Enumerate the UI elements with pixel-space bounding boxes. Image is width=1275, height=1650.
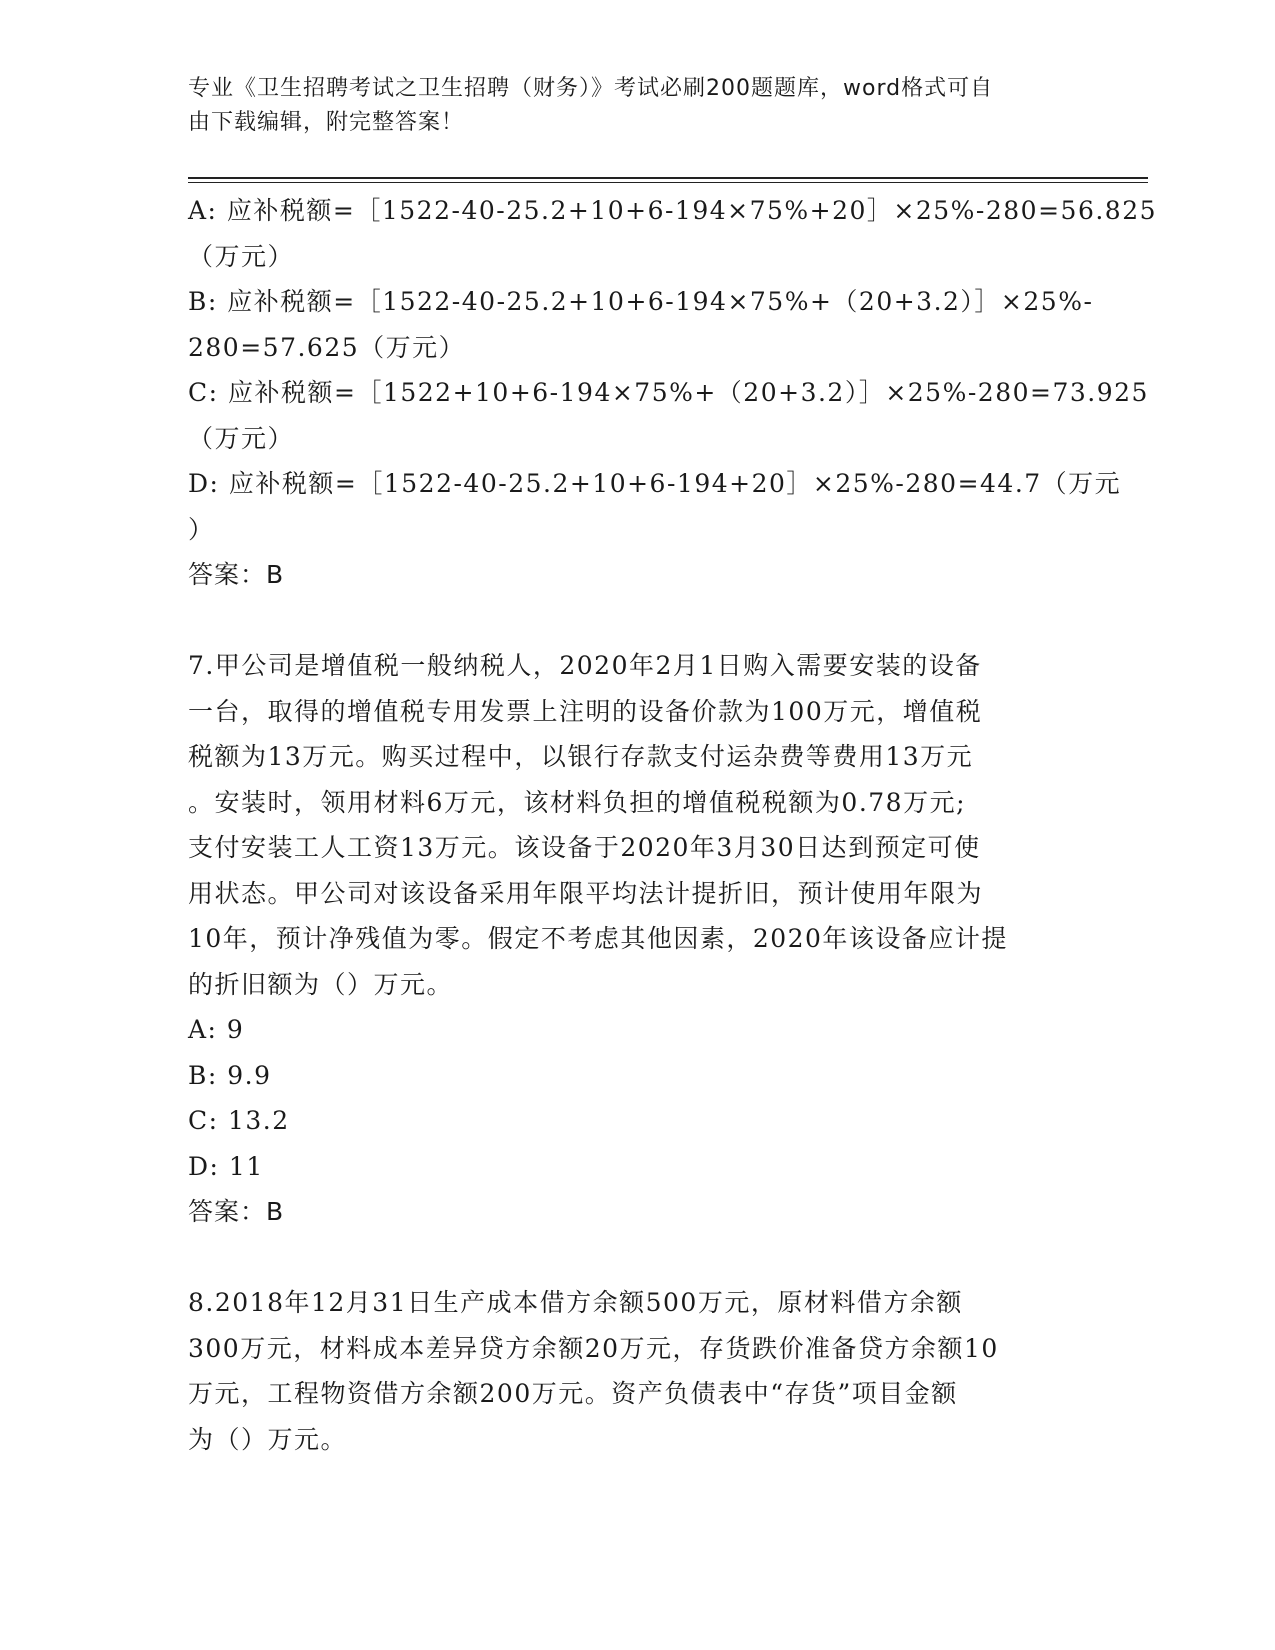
q8-stem-line: 为（）万元。 [188,1424,348,1454]
q6-answer: 答案：B [188,560,285,589]
q6-option-d-line-2: ） [188,514,215,544]
q7-stem-line: 一台，取得的增值税专用发票上注明的设备价款为100万元，增值税 [188,696,983,726]
q7-stem-line: 10年，预计净残值为零。假定不考虑其他因素，2020年该设备应计提 [188,924,1008,953]
q7-option-c: C: 13.2 [188,1106,290,1135]
q8-stem-line: 300万元，材料成本差异贷方余额20万元，存货跌价准备贷方余额10 [188,1333,999,1363]
q6-option-b-line-1: B: 应补税额=［1522-40-25.2+10+6-194×75%+（20+3.2）］×25%- [188,287,1094,316]
q8-stem-line: 8.2018年12月31日生产成本借方余额500万元，原材料借方余额 [188,1288,963,1317]
q7-option-d: D: 11 [188,1151,264,1181]
q7-stem-line: 税额为13万元。购买过程中，以银行存款支付运杂费等费用13万元 [188,742,974,771]
q6-option-d-line-1: D: 应补税额=［1522-40-25.2+10+6-194+20］×25%-280=44.7（万元 [188,469,1122,498]
spacer [188,1235,1088,1281]
q7-stem-line: 的折旧额为（）万元。 [188,969,454,999]
q6-option-a-line-1: A: 应补税额=［1522-40-25.2+10+6-194×75%+20］×25%-280=56.825 [188,196,1158,225]
q7-stem-line: 。安装时，领用材料6万元，该材料负担的增值税税额为0.78万元; [188,787,966,817]
question-8 [188,1280,1088,1462]
header-title-line-2: 由下载编辑，附完整答案！ [188,110,465,135]
q6-option-b-line-2: 280=57.625（万元） [188,332,466,362]
header-divider-thin [188,182,1148,183]
q7-answer: 答案：B [188,1197,285,1226]
document-header [188,72,1068,140]
q7-stem-line: 支付安装工人工资13万元。该设备于2020年3月30日达到预定可使 [188,833,981,862]
q6-option-c-line-1: C: 应补税额=［1522+10+6-194×75%+（20+3.2）］×25%-280=73.925 [188,378,1149,407]
document-body [188,188,1158,1462]
header-divider-thick [188,177,1148,179]
question-6-options [188,188,1158,598]
q7-stem-line: 7.甲公司是增值税一般纳税人，2020年2月1日购入需要安装的设备 [188,651,982,680]
question-7 [188,643,1088,1235]
q7-option-b: B: 9.9 [188,1060,272,1090]
q6-option-c-line-2: （万元） [188,423,295,453]
spacer [188,598,1088,644]
q8-stem-line: 万元，工程物资借方余额200万元。资产负债表中“存货”项目金额 [188,1379,958,1408]
q7-stem-line: 用状态。甲公司对该设备采用年限平均法计提折旧，预计使用年限为 [188,878,984,908]
header-title-line-1: 专业《卫生招聘考试之卫生招聘（财务）》考试必刷200题题库，word格式可自 [188,76,994,101]
q6-option-a-line-2: （万元） [188,241,295,271]
q7-option-a: A: 9 [188,1015,245,1044]
